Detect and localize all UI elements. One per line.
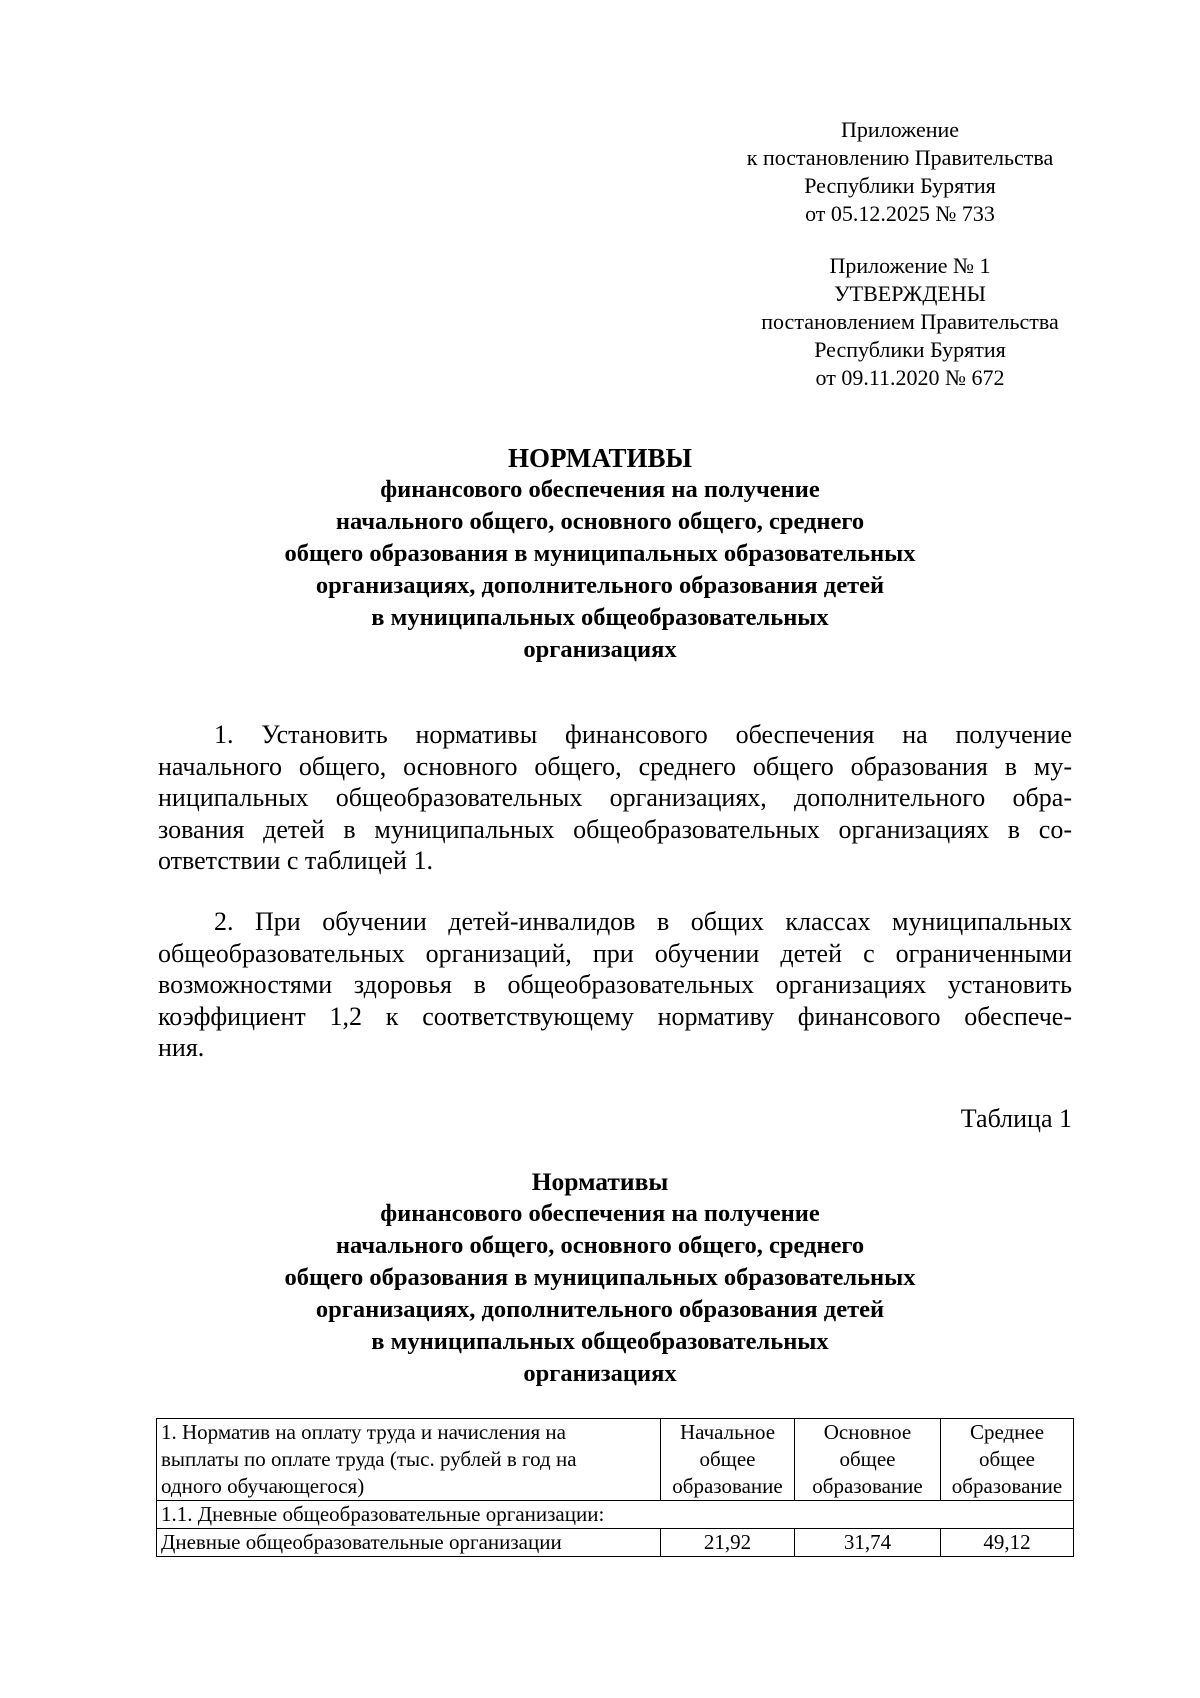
approval-line: Приложение № 1 — [829, 253, 991, 278]
table-header-label — [157, 1419, 661, 1501]
title-line: организациях — [523, 636, 677, 663]
title-line: начального общего, основного общего, среднего — [335, 508, 865, 535]
table-title-line: начального общего, основного общего, среднего — [335, 1232, 865, 1259]
column-header-line: Основное — [823, 1420, 912, 1444]
table-title-line: финансового обеспечения на получение — [380, 1200, 820, 1227]
table-title-line: организациях — [523, 1360, 677, 1387]
column-header-line: общее — [699, 1447, 756, 1471]
paragraph-line: коэффициент 1,2 к соответствующему нормативу финансового обеспече- — [158, 1001, 1072, 1031]
table-title-main: Нормативы — [531, 1167, 669, 1196]
approval-line: УТВЕРЖДЕНЫ — [834, 281, 986, 306]
header-line: 1. Норматив на оплату труда и начисления на — [161, 1420, 566, 1444]
approval-line: постановлением Правительства — [761, 309, 1059, 334]
paragraph-line: 1. Установить нормативы финансового обеспечения на получение — [214, 720, 1072, 749]
document-title — [160, 442, 1040, 666]
approval-line: Республики Бурятия — [814, 337, 1006, 362]
title-line: общего образования в муниципальных образовательных — [284, 540, 916, 567]
cell-primary: 21,92 — [661, 1529, 795, 1557]
approval-header — [700, 252, 1120, 392]
paragraph-line: ниципальных общеобразовательных организациях, дополнительного обра- — [158, 783, 1072, 812]
column-header-line: общее — [839, 1447, 896, 1471]
title-line: организациях, дополнительного образования детей — [315, 572, 885, 599]
annex-header — [700, 116, 1100, 228]
paragraph-line: 2. При обучении детей-инвалидов в общих классах муниципальных — [214, 907, 1072, 936]
cell-basic: 31,74 — [795, 1529, 941, 1557]
header-line: одного обучающегося) — [161, 1474, 365, 1498]
annex-line: от 05.12.2025 № 733 — [805, 201, 995, 226]
table-header-row — [157, 1419, 1074, 1501]
paragraph-line: зования детей в муниципальных общеобразовательных организациях в со- — [158, 814, 1072, 844]
row-label: Дневные общеобразовательные организации — [157, 1529, 661, 1557]
norms-table — [156, 1418, 1074, 1557]
column-header-basic — [795, 1419, 941, 1501]
annex-line: Республики Бурятия — [804, 173, 996, 198]
table-title-line: общего образования в муниципальных образовательных — [284, 1264, 916, 1291]
title-line: финансового обеспечения на получение — [380, 476, 820, 503]
column-header-line: образование — [672, 1474, 783, 1498]
table-section-row — [157, 1501, 1074, 1529]
paragraph-line: начального общего, основного общего, среднего общего образования в му- — [158, 751, 1072, 781]
table-title-line: в муниципальных общеобразовательных — [371, 1328, 829, 1355]
table-row — [157, 1529, 1074, 1557]
title-line: в муниципальных общеобразовательных — [371, 604, 829, 631]
paragraph-line: общеобразовательных организаций, при обучении детей с ограниченными — [158, 938, 1072, 968]
cell-secondary: 49,12 — [941, 1529, 1074, 1557]
paragraph-line: возможностями здоровья в общеобразовательных организациях установить — [158, 970, 1072, 999]
table-section-label: 1.1. Дневные общеобразовательные организации: — [157, 1501, 1074, 1529]
approval-line: от 09.11.2020 № 672 — [815, 365, 1005, 390]
column-header-line: Начальное — [679, 1420, 776, 1444]
title-main: НОРМАТИВЫ — [507, 443, 693, 473]
paragraph-1 — [158, 719, 1072, 877]
column-header-primary — [661, 1419, 795, 1501]
paragraph-2 — [158, 906, 1072, 1064]
table-title-line: организациях, дополнительного образования детей — [315, 1296, 885, 1323]
table-title — [160, 1166, 1040, 1390]
column-header-line: общее — [979, 1447, 1035, 1471]
header-line: выплаты по оплате труда (тыс. рублей в год на — [161, 1447, 577, 1471]
column-header-line: Среднее — [969, 1420, 1045, 1444]
paragraph-line: ответствии с таблицей 1. — [158, 846, 433, 875]
column-header-line: образование — [951, 1474, 1063, 1498]
column-header-line: образование — [812, 1474, 923, 1498]
paragraph-line: ния. — [158, 1033, 205, 1062]
annex-line: к постановлению Правительства — [746, 145, 1054, 170]
column-header-secondary — [941, 1419, 1074, 1501]
annex-line: Приложение — [840, 117, 960, 142]
table-label: Таблица 1 — [960, 1104, 1072, 1133]
